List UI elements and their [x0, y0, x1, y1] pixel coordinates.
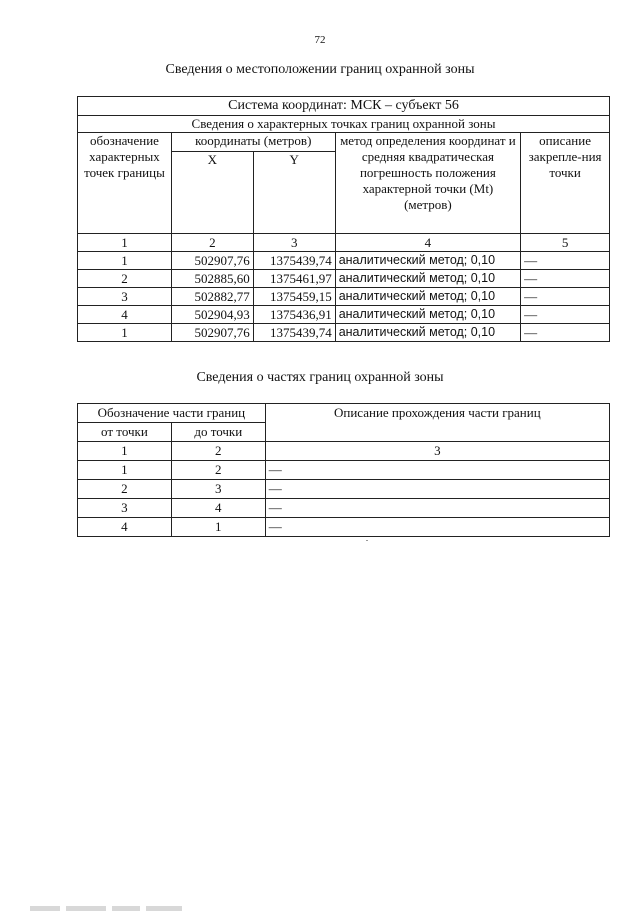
- point-description: —: [521, 306, 610, 324]
- table-row: [78, 270, 610, 288]
- column-number: 2: [171, 234, 253, 252]
- table-row: [78, 252, 610, 270]
- boundary-points-table: [77, 96, 610, 342]
- point-id: 1: [78, 252, 172, 270]
- column-number-row: [78, 234, 610, 252]
- coordinate-system-header: Система координат: МСК – субъект 56: [78, 97, 610, 116]
- from-point: 3: [78, 499, 172, 518]
- table-row: [78, 499, 610, 518]
- page-number: 72: [314, 34, 326, 46]
- method: аналитический метод; 0,10: [335, 252, 520, 270]
- coord-y: 1375459,15: [253, 288, 335, 306]
- column-number: 3: [253, 234, 335, 252]
- section1-title: Сведения о местоположении границ охранной зоны: [165, 62, 475, 77]
- column-number: 1: [78, 442, 172, 461]
- coord-y: 1375461,97: [253, 270, 335, 288]
- column-number: 3: [265, 442, 609, 461]
- to-point: 1: [171, 518, 265, 537]
- col-x-header: X: [171, 152, 253, 234]
- point-id: 2: [78, 270, 172, 288]
- col-y-header: Y: [253, 152, 335, 234]
- point-id: 4: [78, 306, 172, 324]
- col-from-header: от точки: [78, 423, 172, 442]
- method: аналитический метод; 0,10: [335, 324, 520, 342]
- col-part-header: Обозначение части границ: [78, 404, 266, 423]
- col-method-header: метод определения координат и средняя квадратическая погрешность положения характерной точки (Mt) (метров): [335, 133, 520, 234]
- point-description: —: [521, 252, 610, 270]
- coord-x: 502885,60: [171, 270, 253, 288]
- from-point: 1: [78, 461, 172, 480]
- route-description: —: [265, 461, 609, 480]
- section2-title: Сведения о частях границ охранной зоны: [196, 370, 444, 385]
- coord-x: 502907,76: [171, 324, 253, 342]
- coord-x: 502882,77: [171, 288, 253, 306]
- points-info-header: Сведения о характерных точках границ охранной зоны: [78, 116, 610, 133]
- col-route-header: Описание прохождения части границ: [265, 404, 609, 442]
- boundary-parts-table: [77, 403, 610, 537]
- table-row: [78, 324, 610, 342]
- col-coordinates-header: координаты (метров): [171, 133, 335, 152]
- table-row: [78, 288, 610, 306]
- scan-speck: [366, 540, 368, 541]
- col-description-header: описание закрепле-ния точки: [521, 133, 610, 234]
- method: аналитический метод; 0,10: [335, 270, 520, 288]
- point-description: —: [521, 324, 610, 342]
- bottom-scan-artifact: [30, 898, 260, 905]
- point-description: —: [521, 270, 610, 288]
- column-number-row: [78, 442, 610, 461]
- to-point: 2: [171, 461, 265, 480]
- column-number: 1: [78, 234, 172, 252]
- table-row: [78, 306, 610, 324]
- to-point: 4: [171, 499, 265, 518]
- coord-y: 1375436,91: [253, 306, 335, 324]
- method: аналитический метод; 0,10: [335, 288, 520, 306]
- coord-y: 1375439,74: [253, 324, 335, 342]
- coord-x: 502904,93: [171, 306, 253, 324]
- col-to-header: до точки: [171, 423, 265, 442]
- point-id: 1: [78, 324, 172, 342]
- column-number: 5: [521, 234, 610, 252]
- method: аналитический метод; 0,10: [335, 306, 520, 324]
- table-row: [78, 461, 610, 480]
- from-point: 2: [78, 480, 172, 499]
- col-designation-header: обозначение характерных точек границы: [78, 133, 172, 234]
- from-point: 4: [78, 518, 172, 537]
- point-description: —: [521, 288, 610, 306]
- route-description: —: [265, 499, 609, 518]
- route-description: —: [265, 518, 609, 537]
- table-row: [78, 480, 610, 499]
- coord-y: 1375439,74: [253, 252, 335, 270]
- coord-x: 502907,76: [171, 252, 253, 270]
- table-row: [78, 518, 610, 537]
- column-number: 2: [171, 442, 265, 461]
- to-point: 3: [171, 480, 265, 499]
- point-id: 3: [78, 288, 172, 306]
- column-number: 4: [335, 234, 520, 252]
- route-description: —: [265, 480, 609, 499]
